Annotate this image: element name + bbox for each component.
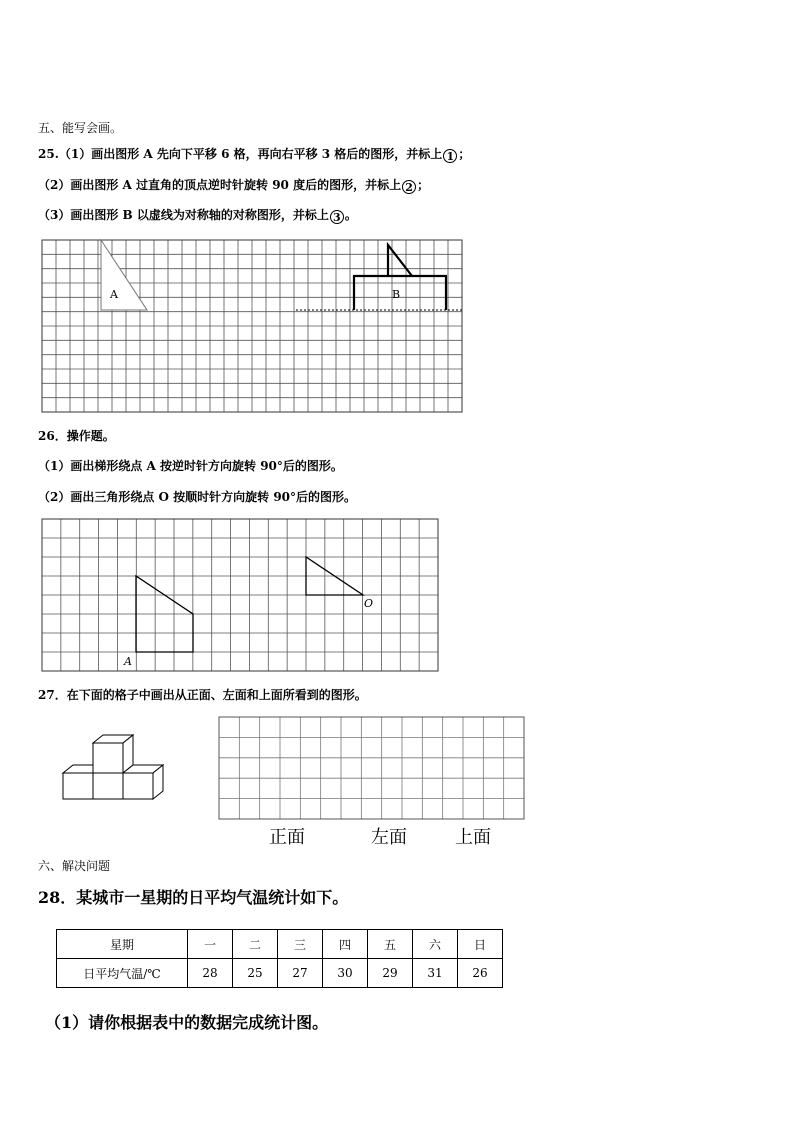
q25-line1-text: 25.（1）画出图形 A 先向下平移 6 格，再向右平移 3 格后的图形，并标上 <box>38 147 443 161</box>
temp-cell: 30 <box>323 959 368 988</box>
circled-mark-1: 1 <box>443 149 457 163</box>
temp-cell: 29 <box>368 959 413 988</box>
day-cell: 二 <box>233 930 278 959</box>
day-cell: 日 <box>458 930 503 959</box>
temp-cell: 25 <box>233 959 278 988</box>
q27-title: 27．在下面的格子中画出从正面、左面和上面所看到的图形。 <box>38 688 367 702</box>
cube-figure <box>63 733 165 801</box>
day-cell: 四 <box>323 930 368 959</box>
q25-line3 <box>38 207 357 224</box>
q25-line1-end: ； <box>458 147 471 161</box>
q25-line2-text: （2）画出图形 A 过直角的顶点逆时针旋转 90 度后的图形，并标上 <box>38 178 402 192</box>
view-top-label: 上面 <box>455 827 491 848</box>
row-label-cell: 日平均气温/℃ <box>57 959 188 988</box>
point-o-label: O <box>364 597 374 610</box>
q25-line1 <box>38 146 470 163</box>
q25-grid <box>42 240 464 413</box>
q26-title: 26．操作题。 <box>38 429 115 443</box>
temperature-table <box>56 929 503 988</box>
circled-mark-3: 3 <box>330 210 344 224</box>
q26-line1: （1）画出梯形绕点 A 按逆时针方向旋转 90°后的图形。 <box>38 459 343 473</box>
q25-line3-end: 。 <box>344 208 357 222</box>
q26-grid <box>42 519 440 672</box>
table-row <box>57 930 503 959</box>
view-front-label: 正面 <box>269 827 305 848</box>
q27-grid <box>219 717 525 820</box>
section-six-title: 六、解决问题 <box>38 859 111 873</box>
header-cell: 星期 <box>57 930 188 959</box>
temp-cell: 26 <box>458 959 503 988</box>
day-cell: 一 <box>188 930 233 959</box>
temp-cell: 28 <box>188 959 233 988</box>
section-five-title: 五、能写会画。 <box>38 121 123 135</box>
day-cell: 三 <box>278 930 323 959</box>
day-cell: 五 <box>368 930 413 959</box>
q25-line2 <box>38 177 429 194</box>
temp-cell: 31 <box>413 959 458 988</box>
temp-cell: 27 <box>278 959 323 988</box>
q28-title: 28．某城市一星期的日平均气温统计如下。 <box>38 888 349 907</box>
q26-line2: （2）画出三角形绕点 O 按顺时针方向旋转 90°后的图形。 <box>38 490 357 504</box>
q25-line3-text: （3）画出图形 B 以虚线为对称轴的对称图形，并标上 <box>38 208 329 222</box>
q25-line2-end: ； <box>417 178 430 192</box>
circled-mark-2: 2 <box>402 180 416 194</box>
view-left-label: 左面 <box>371 827 407 848</box>
shape-a-label: A <box>110 288 118 301</box>
point-a-label: A <box>124 655 132 668</box>
table-row <box>57 959 503 988</box>
q28-sub1: （1）请你根据表中的数据完成统计图。 <box>45 1013 329 1032</box>
shape-b-label: B <box>392 288 401 301</box>
day-cell: 六 <box>413 930 458 959</box>
